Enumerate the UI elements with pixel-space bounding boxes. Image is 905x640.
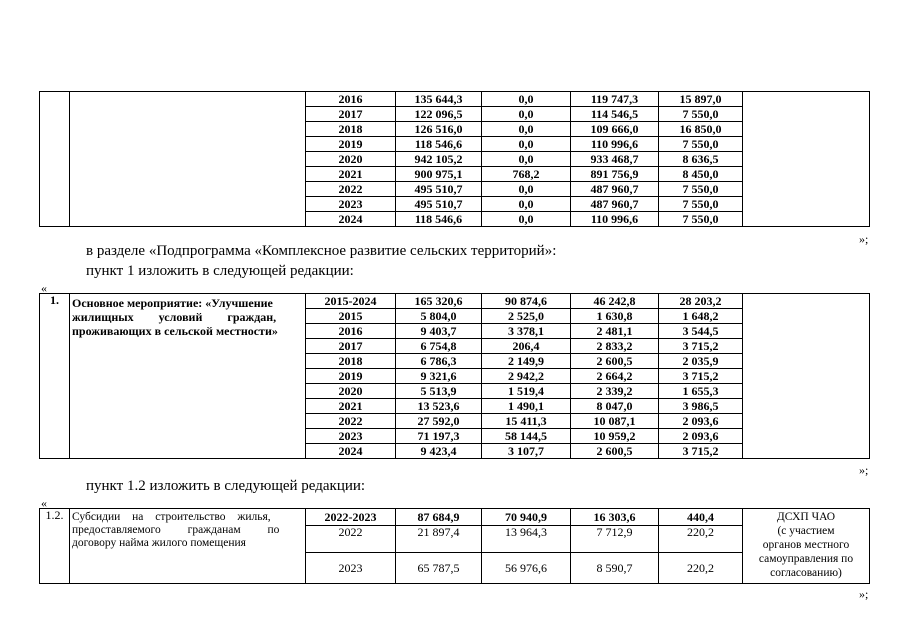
year-cell: 2020: [306, 384, 396, 399]
federal-cell: 70 940,9: [482, 509, 571, 526]
funding-table-item-1: [39, 293, 870, 459]
regional-cell: 8 047,0: [571, 399, 659, 414]
year-cell: 2022: [306, 414, 396, 429]
paragraph-section-ref: в разделе «Подпрограмма «Комплексное развитие сельских территорий»:: [86, 243, 557, 259]
regional-cell: 2 339,2: [571, 384, 659, 399]
other-cell: 1 655,3: [659, 384, 743, 399]
total-cell: 9 423,4: [396, 444, 482, 459]
year-cell: 2022: [306, 526, 396, 553]
regional-cell: 109 666,0: [571, 122, 659, 137]
year-cell: 2021: [306, 167, 396, 182]
name-line: Основное мероприятие: «Улучшение: [72, 296, 273, 310]
federal-cell: 0,0: [482, 182, 571, 197]
regional-cell: 2 481,1: [571, 324, 659, 339]
regional-cell: 8 590,7: [571, 553, 659, 584]
federal-cell: 0,0: [482, 137, 571, 152]
federal-cell: 0,0: [482, 107, 571, 122]
name-line: жилищных условий граждан,: [72, 310, 277, 324]
year-cell: 2015-2024: [306, 294, 396, 309]
year-cell: 2023: [306, 429, 396, 444]
other-cell: 3 544,5: [659, 324, 743, 339]
total-cell: 5 804,0: [396, 309, 482, 324]
other-cell: 7 550,0: [659, 107, 743, 122]
total-cell: 118 546,6: [396, 137, 482, 152]
federal-cell: 3 107,7: [482, 444, 571, 459]
other-cell: 220,2: [659, 526, 743, 553]
regional-cell: 933 468,7: [571, 152, 659, 167]
year-cell: 2016: [306, 92, 396, 107]
year-cell: 2019: [306, 369, 396, 384]
regional-cell: 7 712,9: [571, 526, 659, 553]
other-cell: 2 093,6: [659, 429, 743, 444]
year-cell: 2024: [306, 444, 396, 459]
year-cell: 2022: [306, 182, 396, 197]
regional-cell: 46 242,8: [571, 294, 659, 309]
regional-cell: 119 747,3: [571, 92, 659, 107]
table-row: [40, 92, 870, 107]
name-line: договору найма жилого помещения: [72, 537, 246, 549]
other-cell: 28 203,2: [659, 294, 743, 309]
year-cell: 2018: [306, 354, 396, 369]
name-cell: [70, 294, 306, 459]
total-cell: 942 105,2: [396, 152, 482, 167]
year-cell: 2015: [306, 309, 396, 324]
responsible-cell: [743, 294, 870, 459]
federal-cell: 13 964,3: [482, 526, 571, 553]
regional-cell: 10 087,1: [571, 414, 659, 429]
total-cell: 6 786,3: [396, 354, 482, 369]
other-cell: 3 986,5: [659, 399, 743, 414]
other-cell: 7 550,0: [659, 197, 743, 212]
other-cell: 8 450,0: [659, 167, 743, 182]
total-cell: 87 684,9: [396, 509, 482, 526]
index-cell: 1.2.: [40, 509, 70, 584]
regional-cell: 487 960,7: [571, 197, 659, 212]
total-cell: 13 523,6: [396, 399, 482, 414]
year-cell: 2017: [306, 339, 396, 354]
responsible-cell: [743, 509, 870, 584]
year-cell: 2017: [306, 107, 396, 122]
federal-cell: 2 149,9: [482, 354, 571, 369]
other-cell: 7 550,0: [659, 212, 743, 227]
year-cell: 2024: [306, 212, 396, 227]
name-line: Субсидии на строительство жилья,: [72, 511, 271, 523]
paragraph-item-1-2: пункт 1.2 изложить в следующей редакции:: [86, 478, 366, 494]
year-cell: 2022-2023: [306, 509, 396, 526]
regional-cell: 2 600,5: [571, 354, 659, 369]
federal-cell: 1 519,4: [482, 384, 571, 399]
responsible-line: согласованию): [770, 567, 842, 579]
year-cell: 2020: [306, 152, 396, 167]
federal-cell: 58 144,5: [482, 429, 571, 444]
federal-cell: 15 411,3: [482, 414, 571, 429]
funding-table-item-1-2: [39, 508, 870, 584]
total-cell: 165 320,6: [396, 294, 482, 309]
regional-cell: 16 303,6: [571, 509, 659, 526]
name-line: предоставляемого гражданам по: [72, 524, 280, 536]
responsible-cell: [743, 92, 870, 227]
year-cell: 2021: [306, 399, 396, 414]
other-cell: 16 850,0: [659, 122, 743, 137]
total-cell: 118 546,6: [396, 212, 482, 227]
federal-cell: 768,2: [482, 167, 571, 182]
closing-quote: »;: [859, 463, 869, 477]
federal-cell: 0,0: [482, 212, 571, 227]
opening-quote: «: [41, 496, 47, 510]
responsible-line: (с участием: [777, 525, 835, 537]
total-cell: 5 513,9: [396, 384, 482, 399]
year-cell: 2023: [306, 197, 396, 212]
opening-quote: «: [41, 281, 47, 295]
other-cell: 7 550,0: [659, 137, 743, 152]
paragraph-item-1: пункт 1 изложить в следующей редакции:: [86, 263, 354, 279]
year-cell: 2019: [306, 137, 396, 152]
index-cell: 1.: [40, 294, 70, 459]
regional-cell: 2 833,2: [571, 339, 659, 354]
total-cell: 122 096,5: [396, 107, 482, 122]
other-cell: 2 035,9: [659, 354, 743, 369]
regional-cell: 2 600,5: [571, 444, 659, 459]
federal-cell: 0,0: [482, 197, 571, 212]
total-cell: 9 321,6: [396, 369, 482, 384]
total-cell: 27 592,0: [396, 414, 482, 429]
total-cell: 135 644,3: [396, 92, 482, 107]
year-cell: 2023: [306, 553, 396, 584]
regional-cell: 1 630,8: [571, 309, 659, 324]
federal-cell: 1 490,1: [482, 399, 571, 414]
total-cell: 900 975,1: [396, 167, 482, 182]
total-cell: 6 754,8: [396, 339, 482, 354]
table-row: [40, 509, 870, 526]
other-cell: 220,2: [659, 553, 743, 584]
other-cell: 7 550,0: [659, 182, 743, 197]
federal-cell: 0,0: [482, 92, 571, 107]
regional-cell: 114 546,5: [571, 107, 659, 122]
year-cell: 2018: [306, 122, 396, 137]
name-cell: [70, 92, 306, 227]
other-cell: 3 715,2: [659, 339, 743, 354]
other-cell: 440,4: [659, 509, 743, 526]
other-cell: 1 648,2: [659, 309, 743, 324]
funding-table-continued: [39, 91, 870, 227]
other-cell: 3 715,2: [659, 444, 743, 459]
federal-cell: 90 874,6: [482, 294, 571, 309]
regional-cell: 110 996,6: [571, 212, 659, 227]
other-cell: 8 636,5: [659, 152, 743, 167]
year-cell: 2016: [306, 324, 396, 339]
federal-cell: 0,0: [482, 152, 571, 167]
name-line: проживающих в сельской местности»: [72, 324, 278, 338]
regional-cell: 891 756,9: [571, 167, 659, 182]
regional-cell: 487 960,7: [571, 182, 659, 197]
total-cell: 126 516,0: [396, 122, 482, 137]
total-cell: 495 510,7: [396, 197, 482, 212]
responsible-line: ДСХП ЧАО: [776, 511, 836, 523]
federal-cell: 2 525,0: [482, 309, 571, 324]
closing-quote: »;: [859, 587, 869, 601]
federal-cell: 3 378,1: [482, 324, 571, 339]
other-cell: 15 897,0: [659, 92, 743, 107]
total-cell: 495 510,7: [396, 182, 482, 197]
total-cell: 21 897,4: [396, 526, 482, 553]
responsible-line: органов местного: [762, 539, 850, 551]
regional-cell: 10 959,2: [571, 429, 659, 444]
total-cell: 71 197,3: [396, 429, 482, 444]
responsible-line: самоуправления по: [758, 553, 854, 565]
table-row: [40, 294, 870, 309]
other-cell: 3 715,2: [659, 369, 743, 384]
closing-quote: »;: [859, 232, 869, 246]
total-cell: 65 787,5: [396, 553, 482, 584]
total-cell: 9 403,7: [396, 324, 482, 339]
federal-cell: 56 976,6: [482, 553, 571, 584]
regional-cell: 110 996,6: [571, 137, 659, 152]
other-cell: 2 093,6: [659, 414, 743, 429]
regional-cell: 2 664,2: [571, 369, 659, 384]
federal-cell: 206,4: [482, 339, 571, 354]
name-cell: [70, 509, 306, 584]
federal-cell: 0,0: [482, 122, 571, 137]
index-cell: [40, 92, 70, 227]
federal-cell: 2 942,2: [482, 369, 571, 384]
